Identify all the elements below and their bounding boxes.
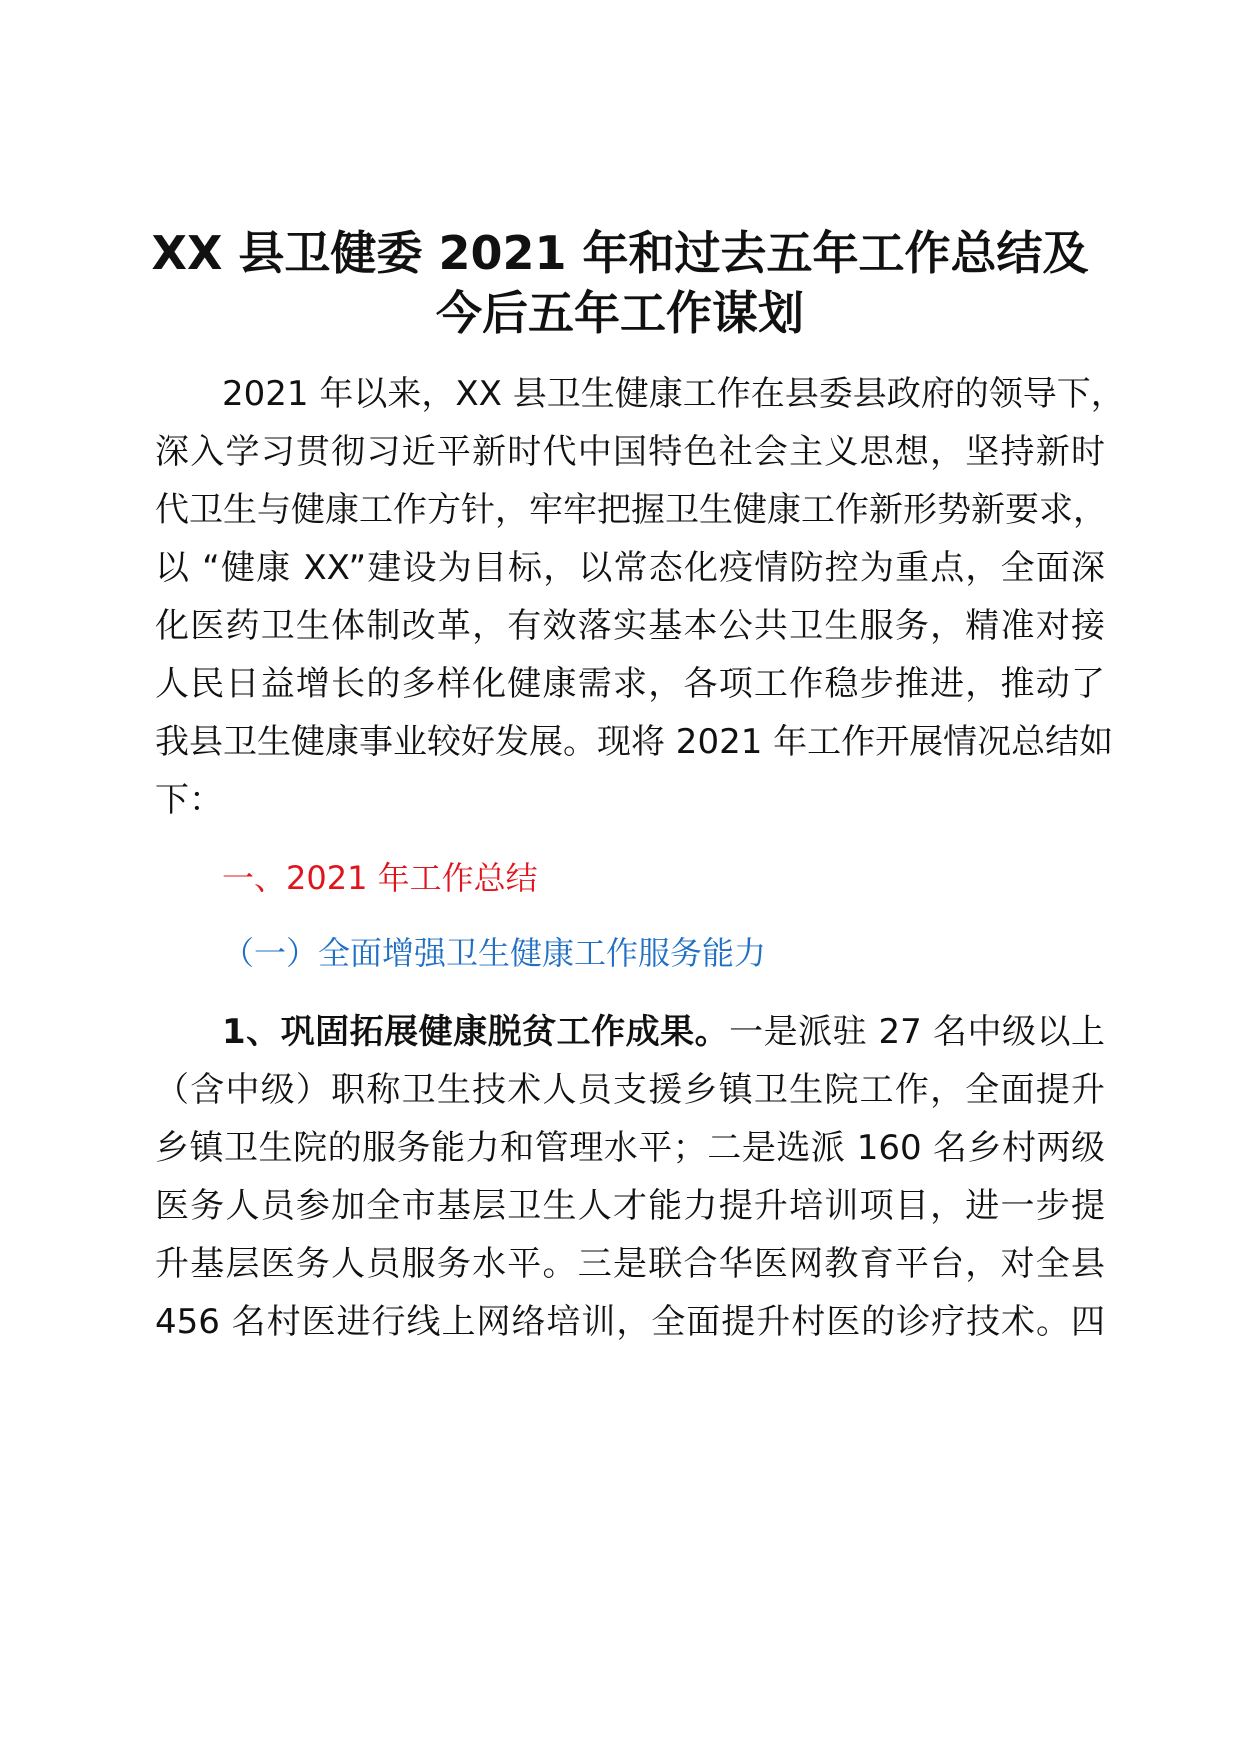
item-1-line-5: 升基层医务人员服务水平。三是联合华医网教育平台，对全县 <box>155 1244 1105 1284</box>
intro-line-3: 代卫生与健康工作方针，牢牢把握卫生健康工作新形势新要求， <box>155 490 1107 530</box>
item-1-bold-heading: 1、巩固拓展健康脱贫工作成果。 <box>222 1012 730 1052</box>
item-1-line-1-text: 一是派驻 27 名中级以上 <box>729 1012 1106 1052</box>
item-1-line-6: 456 名村医进行线上网络培训，全面提升村医的诊疗技术。四 <box>155 1302 1105 1342</box>
intro-line-4: 以 “健康 XX”建设为目标，以常态化疫情防控为重点，全面深 <box>155 548 1105 588</box>
intro-line-7: 我县卫生健康事业较好发展。现将 2021 年工作开展情况总结如 <box>155 722 1114 762</box>
subsection-heading-service-capacity: （一）全面增强卫生健康工作服务能力 <box>222 934 767 972</box>
section-heading-2021-summary: 一、2021 年工作总结 <box>222 859 538 897</box>
intro-line-1: 2021 年以来，XX 县卫生健康工作在县委县政府的领导下， <box>222 374 1125 414</box>
document-title-line-1: XX 县卫健委 2021 年和过去五年工作总结及 <box>151 226 1089 280</box>
item-1-line-4: 医务人员参加全市基层卫生人才能力提升培训项目，进一步提 <box>155 1186 1105 1226</box>
intro-line-2: 深入学习贯彻习近平新时代中国特色社会主义思想，坚持新时 <box>155 432 1105 472</box>
intro-line-8: 下： <box>155 780 223 820</box>
item-1-line-3: 乡镇卫生院的服务能力和管理水平；二是选派 160 名乡村两级 <box>155 1128 1105 1168</box>
item-1-line-1 <box>222 1012 1106 1052</box>
item-1-line-2: （含中级）职称卫生技术人员支援乡镇卫生院工作，全面提升 <box>155 1070 1105 1110</box>
intro-line-6: 人民日益增长的多样化健康需求，各项工作稳步推进，推动了 <box>155 664 1105 704</box>
document-title-line-2: 今后五年工作谋划 <box>436 286 804 340</box>
intro-line-5: 化医药卫生体制改革，有效落实基本公共卫生服务，精准对接 <box>155 606 1105 646</box>
